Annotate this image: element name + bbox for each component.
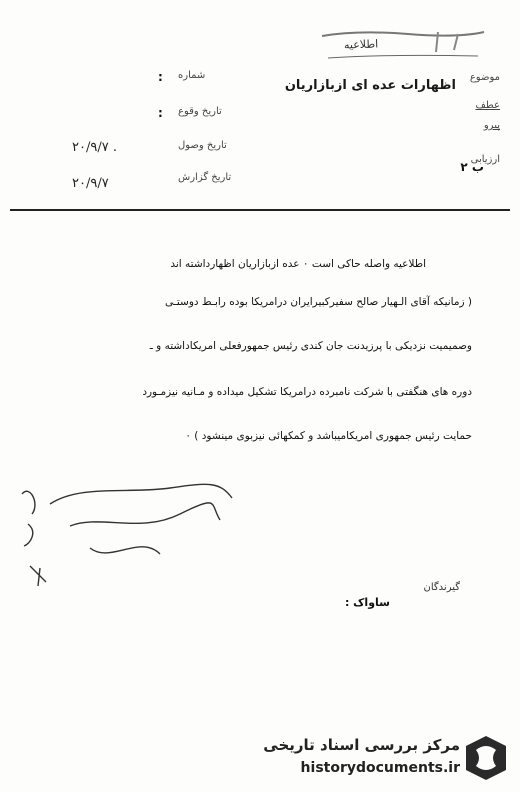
recipients-value: : ساواک [344,596,390,609]
archive-name: مرکز بررسی اسناد تاریخی [263,736,460,754]
assessment-value: ب ۲ [460,160,484,174]
archive-logo-icon [464,734,508,782]
occurrence-date-value: : [158,106,163,120]
archive-watermark [228,732,508,788]
stamp-label: اطلاعیه [343,37,379,52]
assessment-label: ارزیابی [470,154,500,165]
subject-value: اظهارات عده ای ازبازاریان [284,78,456,93]
body-line: اطلاعیه واصله حاکی است ۰ عده ازبازاریان اظهارداشته اند [170,258,426,270]
number-label: شماره [178,70,206,81]
report-date-value: ۲۰/۹/۷ [72,176,109,191]
recipients-label: گیرندگان [423,582,460,593]
classification-stamp [318,28,488,62]
number-value: : [158,70,163,84]
archive-url: historydocuments.ir [300,760,460,776]
ref-label: عطف [475,100,500,111]
body-line: حمایت رئیس جمهوری امریکامیباشد و کمکهائی نیزبوی مینشود ) ۰ [185,430,472,442]
handwritten-annotation [10,474,240,594]
occurrence-date-label: تاریخ وقوع [178,106,222,117]
body-line: وصمیمیت نزدیکی با پرزیدنت جان کندی رئیس جمهورفعلی امریکاداشته و ـ [149,340,472,352]
subject-label: موضوع [469,72,500,83]
header-divider [10,209,510,211]
body-line: ( زمانیکه آقای الـهیار صالح سفیرکبیرایران درامریکا بوده رابـط دوستـی [165,296,472,308]
body-line: دوره های هنگفتی با شرکت نامبرده درامریکا تشکیل میداده و مـانیه نیزمـورد [142,386,472,398]
receipt-date-value: ۲۰/۹/۷ . [72,140,117,155]
report-date-label: تاریخ گزارش [178,172,232,183]
follow-label: پیرو [483,120,500,131]
receipt-date-label: تاریخ وصول [178,140,227,151]
